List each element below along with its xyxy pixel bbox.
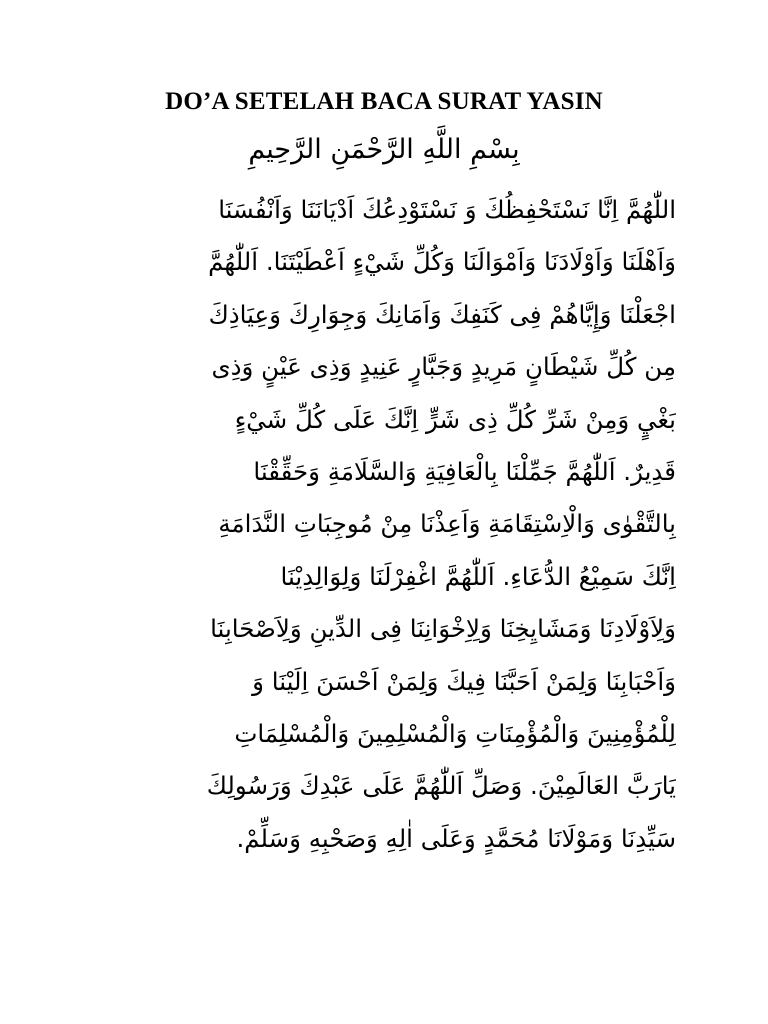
prayer-line: لِلْمُؤْمِنِينَ وَالْمُؤْمِنَاتِ وَالْمُسْلِمِينَ وَالْمُسْلِمَاتِ [234,718,676,748]
prayer-line: سَيِّدِنَا وَمَوْلَانَا مُحَمَّدٍ وَعَلَى اٰلِهِ وَصَحْبِهِ وَسَلِّمْ. [236,823,676,853]
prayer-text [96,184,676,865]
prayer-line: وَلِاَوْلَادِنَا وَمَشَايِخِنَا وَلِاِخْوَانِنَا فِى الدِّينِ وَلِاَصْحَابِنَا [210,614,676,644]
basmalah-line: بِسْمِ اللَّهِ الرَّحْمَنِ الرَّحِيمِ [248,134,520,165]
prayer-line: بِالتَّقْوٰى وَالْاِسْتِقَامَةِ وَاَعِذْنَا مِنْ مُوجِبَاتِ النَّدَامَةِ [218,509,676,539]
prayer-line: اللّٰهُمَّ اِنَّا نَسْتَحْفِظُكَ وَ نَسْتَوْدِعُكَ اَدْيَانَنَا وَاَنْفُسَنَا [218,195,676,224]
prayer-line: يَارَبَّ العَالَمِيْنَ. وَصَلِّ اَللّٰهُمَّ عَلَى عَبْدِكَ وَرَسُولِكَ [206,771,676,801]
prayer-line: قَدِيرٌ. اَللّٰهُمَّ جَمِّلْنَا بِالْعَافِيَةِ وَالسَّلَامَةِ وَحَقِّقْنَا [253,456,676,486]
prayer-line: مِن كُلِّ شَيْطَانٍ مَرِيدٍ وَجَبَّارٍ عَنِيدٍ وَذِى عَيْنٍ وَذِى [211,352,676,382]
prayer-line: اجْعَلْنَا وَإِيَّاهُمْ فِى كَنَفِكَ وَاَمَانِكَ وَجِوَارِكَ وَعِيَاذِكَ [208,299,676,329]
prayer-line: وَاَهْلَنَا وَاَوْلَادَنَا وَاَمْوَالَنَا وَكُلِّ شَيْءٍ اَعْطَيْتَنَا. اَللّٰهُمَّ [208,247,676,277]
prayer-line: بَغْيٍ وَمِنْ شَرِّ كُلِّ ذِى شَرٍّ اِنَّكَ عَلَى كُلِّ شَيْءٍ [234,404,676,434]
document-title: DO’A SETELAH BACA SURAT YASIN [165,88,603,115]
prayer-line: اِنَّكَ سَمِيْعُ الدُّعَاءِ. اَللّٰهُمَّ اغْفِرْلَنَا وَلِوَالِدِيْنَا [280,561,676,591]
prayer-line: وَاَحْبَابِنَا وَلِمَنْ اَحَبَّنَا فِيكَ وَلِمَنْ اَحْسَنَ اِلَيْنَا وَ [252,666,676,696]
